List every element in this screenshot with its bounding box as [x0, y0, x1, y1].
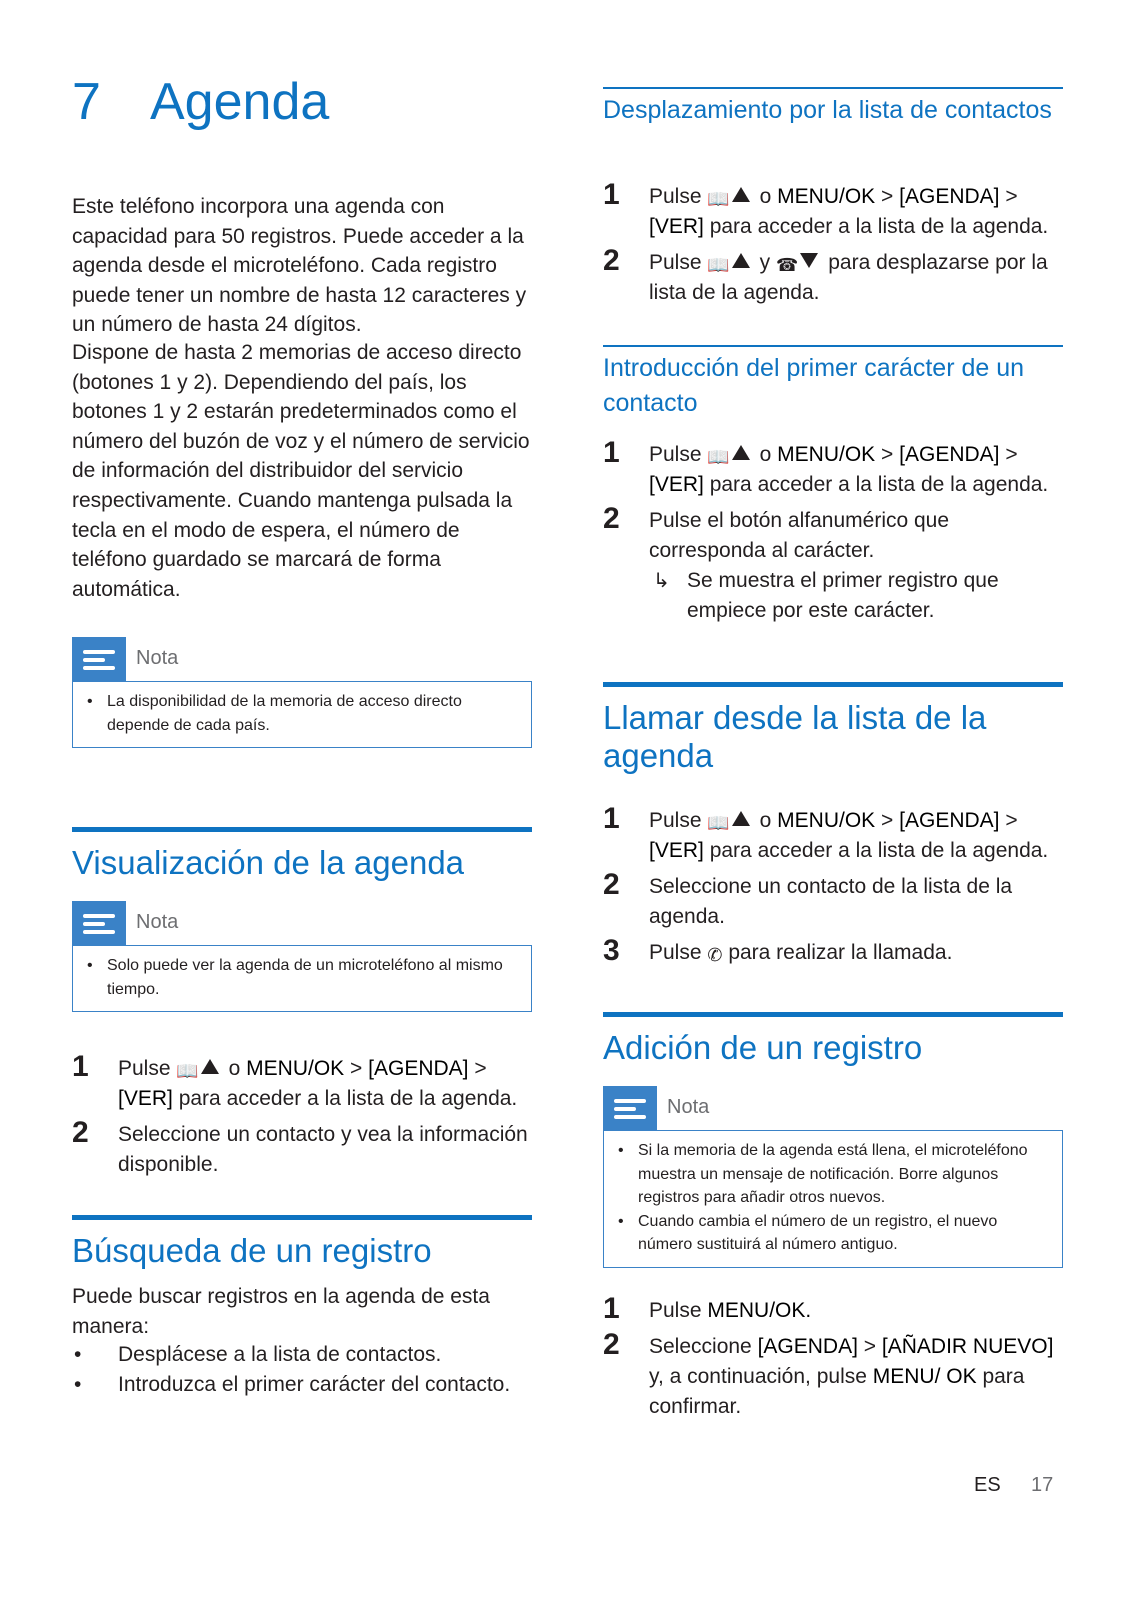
note-3 — [603, 1086, 1063, 1268]
step-3 — [603, 934, 1063, 968]
steps-visualizacion — [72, 1050, 532, 1186]
text-o: o — [759, 443, 772, 466]
step-1 — [603, 1292, 1063, 1326]
note-header — [72, 901, 532, 945]
text-gt: > — [881, 443, 894, 466]
step-result — [649, 566, 1063, 626]
key-menu-ok: MENU/ OK — [872, 1365, 977, 1388]
result-text: Se muestra el primer registro que empiece por este carácter. — [687, 569, 999, 622]
step-number: 1 — [603, 436, 620, 469]
steps-adicion — [603, 1292, 1063, 1428]
step-2 — [603, 502, 1063, 626]
phonebook-icon: 📖 — [707, 447, 730, 467]
note-icon — [603, 1086, 657, 1130]
note-item: • La disponibilidad de la memoria de acceso directo depende de cada país. — [87, 690, 517, 737]
section-title-busqueda: Búsqueda de un registro — [72, 1215, 532, 1270]
page-number: 17 — [1031, 1474, 1054, 1496]
step-text: para desplazarse por la lista de la agenda. — [649, 251, 1048, 304]
key-menu-ok: MENU/OK — [246, 1057, 345, 1080]
key-menu-ok: MENU/OK — [777, 185, 876, 208]
text-pulse: Pulse — [118, 1057, 171, 1080]
key-menu-ok: MENU/OK — [777, 443, 876, 466]
step-number: 2 — [72, 1116, 89, 1149]
step-1 — [603, 802, 1063, 866]
steps-llamar — [603, 802, 1063, 974]
up-arrow-icon — [732, 445, 750, 460]
text-gt: > — [863, 1335, 877, 1358]
up-arrow-icon — [732, 187, 750, 202]
menu-ver: [VER] — [649, 215, 704, 238]
footer-language: ES — [974, 1474, 1001, 1496]
text-gt: > — [350, 1057, 363, 1080]
text-gt: > — [1005, 443, 1018, 466]
phonebook-icon: 📖 — [707, 189, 730, 209]
text-gt: > — [881, 809, 894, 832]
section-title-adicion: Adición de un registro — [603, 1012, 1063, 1067]
step-2 — [603, 244, 1063, 308]
text-para-acceder: para acceder a la lista de la agenda. — [709, 473, 1049, 496]
note-box — [72, 681, 532, 748]
step-1 — [603, 178, 1063, 242]
step-number: 1 — [603, 1292, 620, 1325]
text-pulse: Pulse — [649, 809, 702, 832]
result-arrow-icon: ↳ — [653, 570, 670, 592]
step-number: 2 — [603, 868, 620, 901]
step-text: Seleccione un contacto de la lista de la agenda. — [649, 875, 1013, 928]
text-gt: > — [474, 1057, 487, 1080]
busqueda-bullets — [72, 1340, 532, 1399]
text-pulse: Pulse — [649, 251, 702, 274]
step-2 — [72, 1116, 532, 1180]
menu-ver: [VER] — [649, 839, 704, 862]
chapter-number: 7 — [72, 73, 101, 131]
note-item: • Cuando cambia el número de un registro, el nuevo número sustituirá al número antiguo. — [618, 1210, 1048, 1257]
redial-icon: ☎ — [775, 255, 799, 275]
step-text: y, a continuación, pulse — [649, 1365, 867, 1388]
note-item: • Solo puede ver la agenda de un microteléfono al mismo tiempo. — [87, 954, 517, 1001]
text-pulse: Pulse — [649, 443, 702, 466]
up-arrow-icon — [201, 1059, 219, 1074]
step-number: 1 — [72, 1050, 89, 1083]
text-para-acceder: para acceder a la lista de la agenda. — [178, 1087, 518, 1110]
text-o: o — [759, 185, 772, 208]
step-1 — [72, 1050, 532, 1114]
menu-agenda: [AGENDA] — [899, 185, 1000, 208]
note-2 — [72, 901, 532, 1012]
steps-desplazamiento — [603, 178, 1063, 314]
step-number: 3 — [603, 934, 620, 967]
section-title-desplazamiento: Desplazamiento por la lista de contactos — [603, 87, 1063, 128]
note-icon — [72, 901, 126, 945]
note-box — [72, 945, 532, 1012]
key-menu-ok: MENU/OK. — [707, 1299, 812, 1322]
menu-ver: [VER] — [118, 1087, 173, 1110]
note-label: Nota — [136, 911, 179, 933]
note-box — [603, 1130, 1063, 1268]
steps-introduccion — [603, 436, 1063, 632]
note-1 — [72, 637, 532, 748]
text-pulse: Pulse — [649, 941, 702, 964]
text-gt: > — [1005, 809, 1018, 832]
down-arrow-icon — [800, 253, 818, 268]
note-label: Nota — [667, 1096, 710, 1118]
note-label: Nota — [136, 647, 179, 669]
up-arrow-icon — [732, 811, 750, 826]
note-icon — [72, 637, 126, 681]
text-para-acceder: para acceder a la lista de la agenda. — [709, 215, 1049, 238]
text-gt: > — [881, 185, 894, 208]
up-arrow-icon — [732, 253, 750, 268]
step-2 — [603, 1328, 1063, 1422]
step-text: Seleccione un contacto y vea la información disponible. — [118, 1123, 528, 1176]
menu-anadir-nuevo: [AÑADIR NUEVO] — [881, 1335, 1054, 1358]
key-menu-ok: MENU/OK — [777, 809, 876, 832]
text-para-acceder: para acceder a la lista de la agenda. — [709, 839, 1049, 862]
note-item: • Si la memoria de la agenda está llena, el microteléfono muestra un mensaje de notificación. Borre algunos registros para añadir otros nuevos. — [618, 1139, 1048, 1210]
call-icon: ✆ — [707, 945, 723, 965]
text-o: o — [228, 1057, 241, 1080]
chapter-title — [72, 72, 329, 132]
step-2 — [603, 868, 1063, 932]
bullet-item: • Introduzca el primer carácter del contacto. — [72, 1370, 532, 1400]
step-number: 2 — [603, 1328, 620, 1361]
menu-agenda: [AGENDA] — [757, 1335, 858, 1358]
step-number: 2 — [603, 502, 620, 535]
menu-ver: [VER] — [649, 473, 704, 496]
step-text: Pulse el botón alfanumérico que corresponda al carácter. — [649, 509, 950, 562]
text-gt: > — [1005, 185, 1018, 208]
step-text: Seleccione — [649, 1335, 752, 1358]
intro-paragraph-2: Dispone de hasta 2 memorias de acceso directo (botones 1 y 2). Dependiendo del país, los botones 1 y 2 estarán predeterminados como el número del buzón de voz y el número de servicio de información del distribuidor del servicio respectivamente. Cuando mantenga pulsada la tecla en el modo de espera, el número de teléfono guardado se marcará de forma automática. — [72, 341, 530, 601]
text-o: o — [759, 809, 772, 832]
phonebook-icon: 📖 — [707, 255, 730, 275]
step-text: para realizar la llamada. — [728, 941, 953, 964]
menu-agenda: [AGENDA] — [899, 443, 1000, 466]
intro-paragraph-1: Este teléfono incorpora una agenda con capacidad para 50 registros. Puede acceder a la agenda desde el microteléfono. Cada registro puede tener un nombre de hasta 12 caracteres y un número de hasta 24 dígitos. — [72, 195, 527, 337]
phonebook-icon: 📖 — [176, 1061, 199, 1081]
step-number: 2 — [603, 244, 620, 277]
text-y: y — [759, 251, 771, 274]
phonebook-icon: 📖 — [707, 813, 730, 833]
step-1 — [603, 436, 1063, 500]
section-title-visualizacion: Visualización de la agenda — [72, 827, 532, 882]
note-header — [603, 1086, 1063, 1130]
bullet-item: • Desplácese a la lista de contactos. — [72, 1340, 532, 1370]
step-number: 1 — [603, 178, 620, 211]
note-header — [72, 637, 532, 681]
text-pulse: Pulse — [649, 1299, 702, 1322]
chapter-name: Agenda — [150, 73, 330, 131]
menu-agenda: [AGENDA] — [899, 809, 1000, 832]
busqueda-intro: Puede buscar registros en la agenda de esta manera: — [72, 1285, 490, 1338]
text-pulse: Pulse — [649, 185, 702, 208]
section-title-introduccion: Introducción del primer carácter de un contacto — [603, 345, 1063, 421]
step-number: 1 — [603, 802, 620, 835]
menu-agenda: [AGENDA] — [368, 1057, 469, 1080]
step-text: para confirmar. — [649, 1365, 1025, 1418]
section-title-llamar: Llamar desde la lista de la agenda — [603, 682, 1063, 775]
